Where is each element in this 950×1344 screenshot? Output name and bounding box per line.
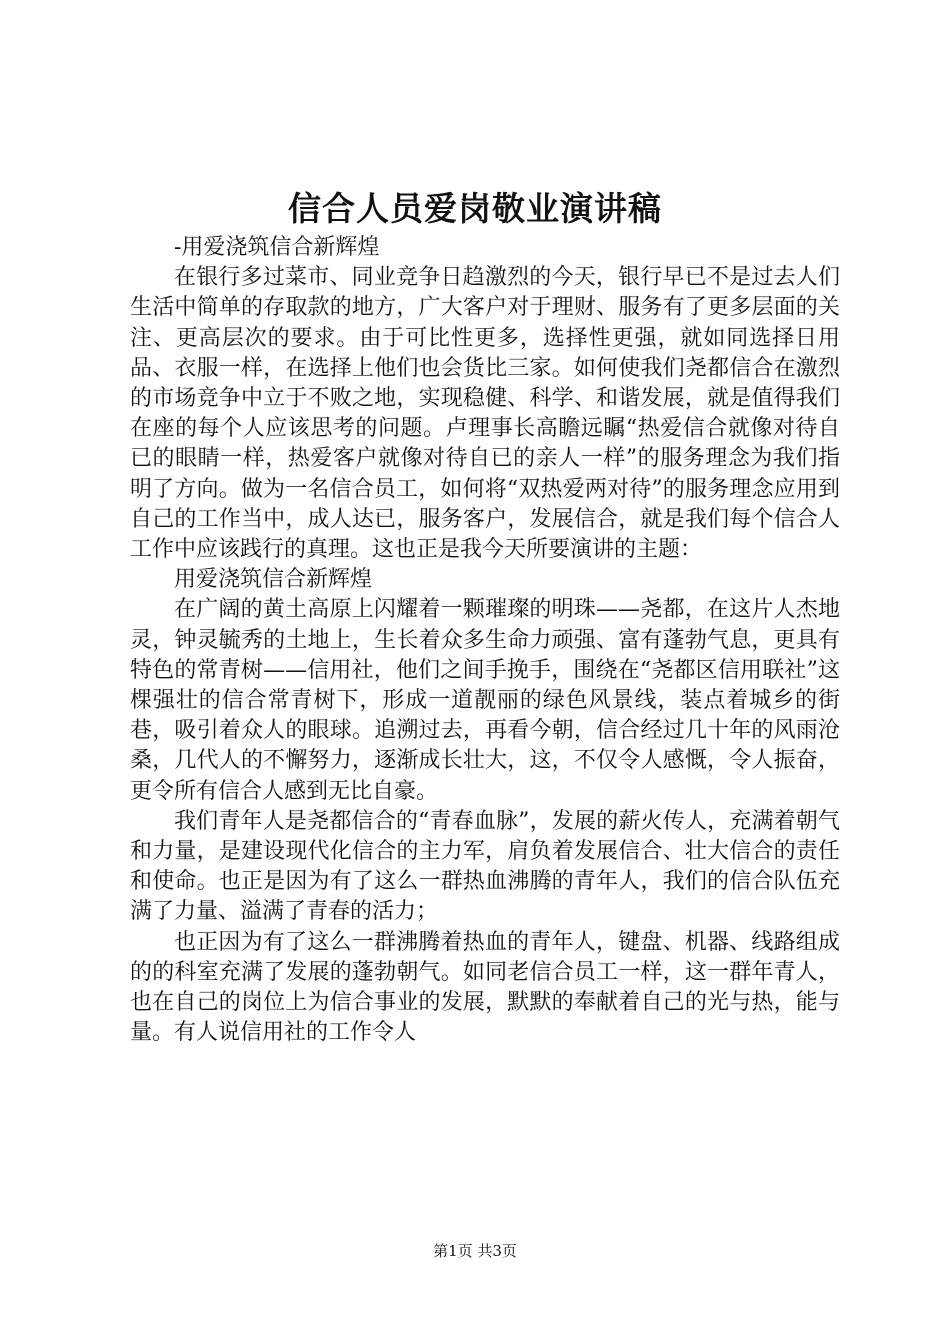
body-paragraph: 也正因为有了这么一群沸腾着热血的青年人，键盘、机器、线路组成的的科室充满了发展的蓬勃朝气。如同老信合员工一样，这一群年青人，也在自己的岗位上为信合事业的发展，默默的奉献着自己的光与热，能与量。有人说信用社的工作令人 (130, 929, 840, 1046)
body-paragraph: 在广阔的黄土高原上闪耀着一颗璀璨的明珠——尧都，在这片人杰地灵，钟灵毓秀的土地上，生长着众多生命力顽强、富有蓬勃气息，更具有特色的常青树——信用社，他们之间手挽手，围绕在“尧都区信用联社”这棵强壮的信合常青树下，形成一道靓丽的绿色风景线，装点着城乡的街巷，吸引着众人的眼球。追溯过去，再看今朝，信合经过几十年的风雨沧桑，几代人的不懈努力，逐渐成长壮大，这，不仅令人感慨，令人振奋，更令所有信合人感到无比自豪。 (130, 597, 840, 804)
document-body (130, 233, 840, 1048)
page-footer: 第1页 共3页 (433, 1242, 517, 1260)
subtitle-paragraph: -用爱浇筑信合新辉煌 (174, 235, 380, 260)
body-paragraph: 在银行多过菜市、同业竞争日趋激烈的今天，银行早已不是过去人们生活中简单的存取款的地方，广大客户对于理财、服务有了更多层面的关注、更高层次的要求。由于可比性更多，选择性更强，就如同选择日用品、衣服一样，在选择上他们也会货比三家。如何使我们尧都信合在激烈的市场竞争中立于不败之地，实现稳健、科学、和谐发展，就是值得我们在座的每个人应该思考的问题。卢理事长高瞻远瞩“热爱信合就像对待自已的眼睛一样，热爱客户就像对待自已的亲人一样”的服务理念为我们指明了方向。做为一名信合员工，如何将“双热爱两对待”的服务理念应用到自己的工作当中，成人达已，服务客户，发展信合，就是我们每个信合人工作中应该践行的真理。这也正是我今天所要演讲的主题： (130, 265, 840, 563)
body-paragraph: 我们青年人是尧都信合的“青春血脉”，发展的薪火传人，充满着朝气和力量，是建设现代化信合的主力军，肩负着发展信合、壮大信合的责任和使命。也正是因为有了这么一群热血沸腾的青年人，我们的信合队伍充满了力量、溢满了青春的活力； (130, 808, 840, 925)
theme-heading: 用爱浇筑信合新辉煌 (174, 567, 373, 593)
document-title: 信合人员爱岗敬业演讲稿 (288, 189, 662, 228)
